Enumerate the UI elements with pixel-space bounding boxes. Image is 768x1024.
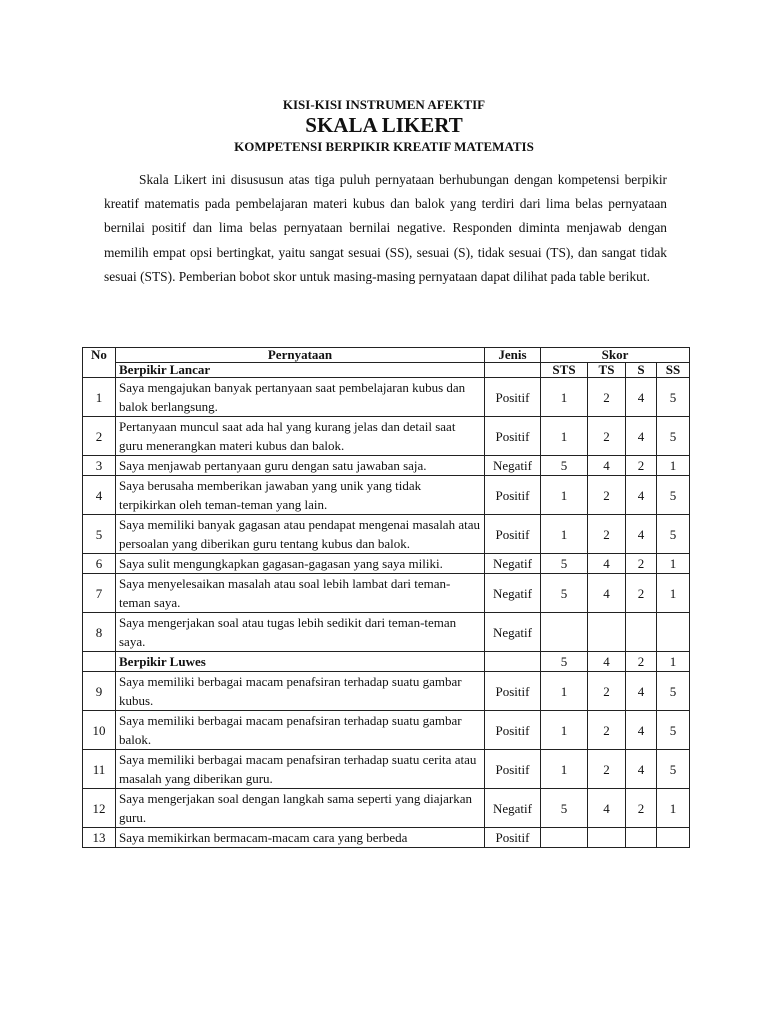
- table-row: [83, 828, 690, 848]
- row-statement: Saya menjawab pertanyaan guru dengan satu jawaban saja.: [116, 456, 485, 476]
- row-score-ss: 5: [657, 476, 690, 515]
- section2-score-sts: 5: [541, 652, 588, 672]
- row-score-ts: [588, 613, 626, 652]
- header-statement: Pernyataan: [116, 348, 485, 363]
- flexible-rows: [83, 672, 690, 848]
- header-ss: SS: [657, 363, 690, 378]
- row-score-ss: 5: [657, 515, 690, 554]
- row-score-ts: 2: [588, 515, 626, 554]
- row-score-s: [626, 828, 657, 848]
- row-statement: Saya menyelesaikan masalah atau soal lebih lambat dari teman-teman saya.: [116, 574, 485, 613]
- row-score-sts: 1: [541, 515, 588, 554]
- row-type: Positif: [485, 711, 541, 750]
- row-number: 6: [83, 554, 116, 574]
- table-row: [83, 672, 690, 711]
- row-score-ss: 1: [657, 456, 690, 476]
- row-type: Positif: [485, 750, 541, 789]
- row-statement: Saya mengerjakan soal atau tugas lebih sedikit dari teman-teman saya.: [116, 613, 485, 652]
- row-score-sts: 5: [541, 789, 588, 828]
- likert-table: [82, 347, 690, 848]
- row-type: Positif: [485, 515, 541, 554]
- row-score-ss: 5: [657, 711, 690, 750]
- row-number: 12: [83, 789, 116, 828]
- table-row: [83, 711, 690, 750]
- table-row: [83, 476, 690, 515]
- row-number: 1: [83, 378, 116, 417]
- table-row: [83, 378, 690, 417]
- row-score-ss: 1: [657, 789, 690, 828]
- row-score-sts: [541, 828, 588, 848]
- section-row: [83, 652, 690, 672]
- section-flexible-thinking: Berpikir Luwes: [116, 652, 485, 672]
- doc-title-line2: SKALA LIKERT: [305, 113, 463, 137]
- row-type: Negatif: [485, 574, 541, 613]
- row-statement: Saya memiliki berbagai macam penafsiran terhadap suatu gambar kubus.: [116, 672, 485, 711]
- row-score-sts: 1: [541, 672, 588, 711]
- row-type: Negatif: [485, 613, 541, 652]
- section2-score-ts: 4: [588, 652, 626, 672]
- row-score-s: 2: [626, 574, 657, 613]
- intro-text: Skala Likert ini disususun atas tiga puluh pernyataan berhubungan dengan kompetensi berpikir kreatif matematis pada pembelajaran materi kubus dan balok yang terdiri dari lima belas pernyataan bernilai positif dan lima belas pernyataan bernilai negative. Responden diminta menjawab dengan memilih empat opsi bertingkat, yaitu sangat sesuai (SS), sesuai (S), tidak sesuai (TS), dan sangat tidak sesuai (STS). Pemberian bobot skor untuk masing-masing pernyataan dapat dilihat pada table berikut.: [104, 172, 667, 284]
- row-score-ss: 1: [657, 554, 690, 574]
- row-number: 8: [83, 613, 116, 652]
- row-number: 7: [83, 574, 116, 613]
- row-score-sts: 5: [541, 456, 588, 476]
- row-number: 13: [83, 828, 116, 848]
- header-sts: STS: [541, 363, 588, 378]
- row-score-ts: 4: [588, 789, 626, 828]
- row-score-s: 4: [626, 378, 657, 417]
- intro-paragraph: [104, 168, 667, 289]
- row-type: Positif: [485, 476, 541, 515]
- row-score-sts: [541, 613, 588, 652]
- table-row: [83, 456, 690, 476]
- row-score-s: 4: [626, 672, 657, 711]
- row-score-ss: 5: [657, 750, 690, 789]
- header-score: Skor: [541, 348, 690, 363]
- row-score-s: 4: [626, 417, 657, 456]
- table-row: [83, 515, 690, 554]
- fluent-rows: [83, 378, 690, 652]
- row-score-ts: 2: [588, 378, 626, 417]
- section-no-blank: [83, 652, 116, 672]
- section2-score-ss: 1: [657, 652, 690, 672]
- table-row: [83, 613, 690, 652]
- row-type: Negatif: [485, 789, 541, 828]
- row-score-ts: 2: [588, 476, 626, 515]
- header-type: Jenis: [485, 348, 541, 363]
- row-number: 4: [83, 476, 116, 515]
- row-type: Negatif: [485, 554, 541, 574]
- header-type-blank: [485, 363, 541, 378]
- row-score-sts: 5: [541, 554, 588, 574]
- row-score-s: 2: [626, 456, 657, 476]
- row-score-ts: 2: [588, 750, 626, 789]
- row-score-s: 4: [626, 750, 657, 789]
- row-type: Negatif: [485, 456, 541, 476]
- row-score-s: [626, 613, 657, 652]
- table-row: [83, 574, 690, 613]
- table-row: [83, 750, 690, 789]
- row-number: 5: [83, 515, 116, 554]
- row-number: 11: [83, 750, 116, 789]
- section-fluent-thinking: Berpikir Lancar: [116, 363, 485, 378]
- row-score-ss: 5: [657, 417, 690, 456]
- row-statement: Saya memiliki berbagai macam penafsiran terhadap suatu cerita atau masalah yang diberikan guru.: [116, 750, 485, 789]
- header-s: S: [626, 363, 657, 378]
- row-score-ss: 5: [657, 378, 690, 417]
- row-score-sts: 1: [541, 750, 588, 789]
- row-score-ts: 4: [588, 574, 626, 613]
- row-type: Positif: [485, 828, 541, 848]
- row-score-sts: 1: [541, 417, 588, 456]
- row-score-ss: 5: [657, 672, 690, 711]
- row-statement: Saya memikirkan bermacam-macam cara yang berbeda: [116, 828, 485, 848]
- row-number: 3: [83, 456, 116, 476]
- doc-title-line1: KISI-KISI INSTRUMEN AFEKTIF: [282, 97, 486, 112]
- row-statement: Saya mengajukan banyak pertanyaan saat pembelajaran kubus dan balok berlangsung.: [116, 378, 485, 417]
- row-score-s: 2: [626, 789, 657, 828]
- table-row: [83, 417, 690, 456]
- row-score-ts: 2: [588, 417, 626, 456]
- row-score-s: 4: [626, 711, 657, 750]
- row-score-sts: 1: [541, 711, 588, 750]
- row-statement: Saya memiliki banyak gagasan atau pendapat mengenai masalah atau persoalan yang diberikan guru tentang kubus dan balok.: [116, 515, 485, 554]
- row-number: 10: [83, 711, 116, 750]
- row-score-s: 4: [626, 515, 657, 554]
- row-number: 9: [83, 672, 116, 711]
- row-score-sts: 5: [541, 574, 588, 613]
- section-type-blank: [485, 652, 541, 672]
- row-statement: Saya mengerjakan soal dengan langkah sama seperti yang diajarkan guru.: [116, 789, 485, 828]
- row-score-sts: 1: [541, 476, 588, 515]
- row-statement: Saya sulit mengungkapkan gagasan-gagasan yang saya miliki.: [116, 554, 485, 574]
- row-score-sts: 1: [541, 378, 588, 417]
- row-score-ts: [588, 828, 626, 848]
- row-score-s: 4: [626, 476, 657, 515]
- flexible-section: [83, 652, 690, 672]
- row-score-ts: 2: [588, 672, 626, 711]
- row-type: Positif: [485, 417, 541, 456]
- doc-title-line3: KOMPETENSI BERPIKIR KREATIF MATEMATIS: [234, 139, 534, 154]
- row-score-ss: [657, 828, 690, 848]
- row-score-ts: 4: [588, 456, 626, 476]
- row-statement: Saya berusaha memberikan jawaban yang unik yang tidak terpikirkan oleh teman-teman yang lain.: [116, 476, 485, 515]
- header-no: No: [83, 348, 116, 378]
- row-number: 2: [83, 417, 116, 456]
- row-score-ts: 2: [588, 711, 626, 750]
- row-score-ss: 1: [657, 574, 690, 613]
- row-statement: Pertanyaan muncul saat ada hal yang kurang jelas dan detail saat guru menerangkan materi kubus dan balok.: [116, 417, 485, 456]
- table-row: [83, 554, 690, 574]
- row-type: Positif: [485, 672, 541, 711]
- row-statement: Saya memiliki berbagai macam penafsiran terhadap suatu gambar balok.: [116, 711, 485, 750]
- table-row: [83, 789, 690, 828]
- section2-score-s: 2: [626, 652, 657, 672]
- row-type: Positif: [485, 378, 541, 417]
- row-score-s: 2: [626, 554, 657, 574]
- row-score-ts: 4: [588, 554, 626, 574]
- header-ts: TS: [588, 363, 626, 378]
- row-score-ss: [657, 613, 690, 652]
